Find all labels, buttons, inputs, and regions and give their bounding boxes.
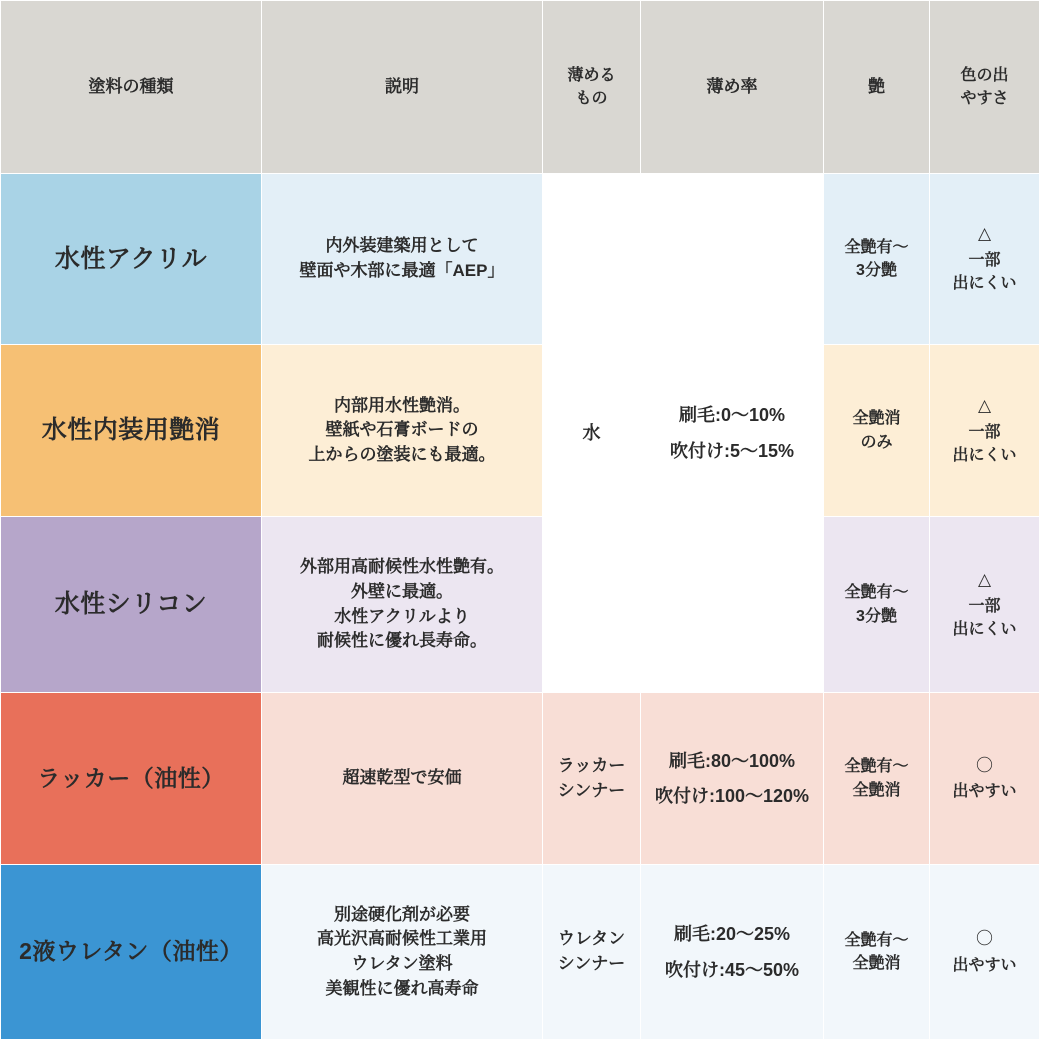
description-cell: 内部用水性艶消。 壁紙や石膏ボードの 上からの塗装にも最適。	[262, 345, 543, 517]
table-row	[1, 693, 1039, 865]
gloss-cell: 全艶有〜 全艶消	[824, 693, 930, 865]
table-row	[1, 174, 1039, 345]
gloss-cell: 全艶有〜 全艶消	[824, 865, 930, 1040]
color-ease-cell: 〇 出やすい	[930, 865, 1039, 1040]
header-gloss: 艶	[824, 1, 930, 174]
header-dilution-rate: 薄め率	[641, 1, 824, 174]
paint-type-cell: 2液ウレタン（油性）	[1, 865, 262, 1040]
color-ease-cell: △ 一部 出にくい	[930, 517, 1039, 693]
description-cell: 別途硬化剤が必要 高光沢高耐候性工業用 ウレタン塗料 美観性に優れ高寿命	[262, 865, 543, 1040]
triangle-mark-icon: △	[936, 568, 1033, 593]
description-cell: 外部用高耐候性水性艶有。 外壁に最適。 水性アクリルより 耐候性に優れ長寿命。	[262, 517, 543, 693]
gloss-cell: 全艶消 のみ	[824, 345, 930, 517]
dilution-rate-cell: 刷毛:0〜10% 吹付け:5〜15%	[641, 174, 824, 693]
thinner-cell: ラッカー シンナー	[543, 693, 641, 865]
gloss-cell: 全艶有〜 3分艶	[824, 174, 930, 345]
gloss-cell: 全艶有〜 3分艶	[824, 517, 930, 693]
table-row	[1, 865, 1039, 1040]
color-ease-cell: △ 一部 出にくい	[930, 345, 1039, 517]
dilution-rate-cell: 刷毛:20〜25% 吹付け:45〜50%	[641, 865, 824, 1040]
paint-type-cell: 水性アクリル	[1, 174, 262, 345]
header-thinner: 薄める もの	[543, 1, 641, 174]
dilution-rate-cell: 刷毛:80〜100% 吹付け:100〜120%	[641, 693, 824, 865]
header-description: 説明	[262, 1, 543, 174]
description-cell: 超速乾型で安価	[262, 693, 543, 865]
triangle-mark-icon: △	[936, 222, 1033, 247]
paint-type-cell: 水性シリコン	[1, 517, 262, 693]
circle-mark-icon: 〇	[936, 927, 1033, 952]
header-color-ease: 色の出 やすさ	[930, 1, 1039, 174]
color-ease-cell: 〇 出やすい	[930, 693, 1039, 865]
description-cell: 内外装建築用として 壁面や木部に最適「AEP」	[262, 174, 543, 345]
triangle-mark-icon: △	[936, 394, 1033, 419]
circle-mark-icon: 〇	[936, 754, 1033, 779]
table-row	[1, 345, 1039, 517]
thinner-cell: ウレタン シンナー	[543, 865, 641, 1040]
color-ease-cell: △ 一部 出にくい	[930, 174, 1039, 345]
paint-type-cell: 水性内装用艶消	[1, 345, 262, 517]
table-header-row	[1, 1, 1039, 174]
header-paint-type: 塗料の種類	[1, 1, 262, 174]
thinner-cell: 水	[543, 174, 641, 693]
paint-type-cell: ラッカー（油性）	[1, 693, 262, 865]
table-row	[1, 517, 1039, 693]
